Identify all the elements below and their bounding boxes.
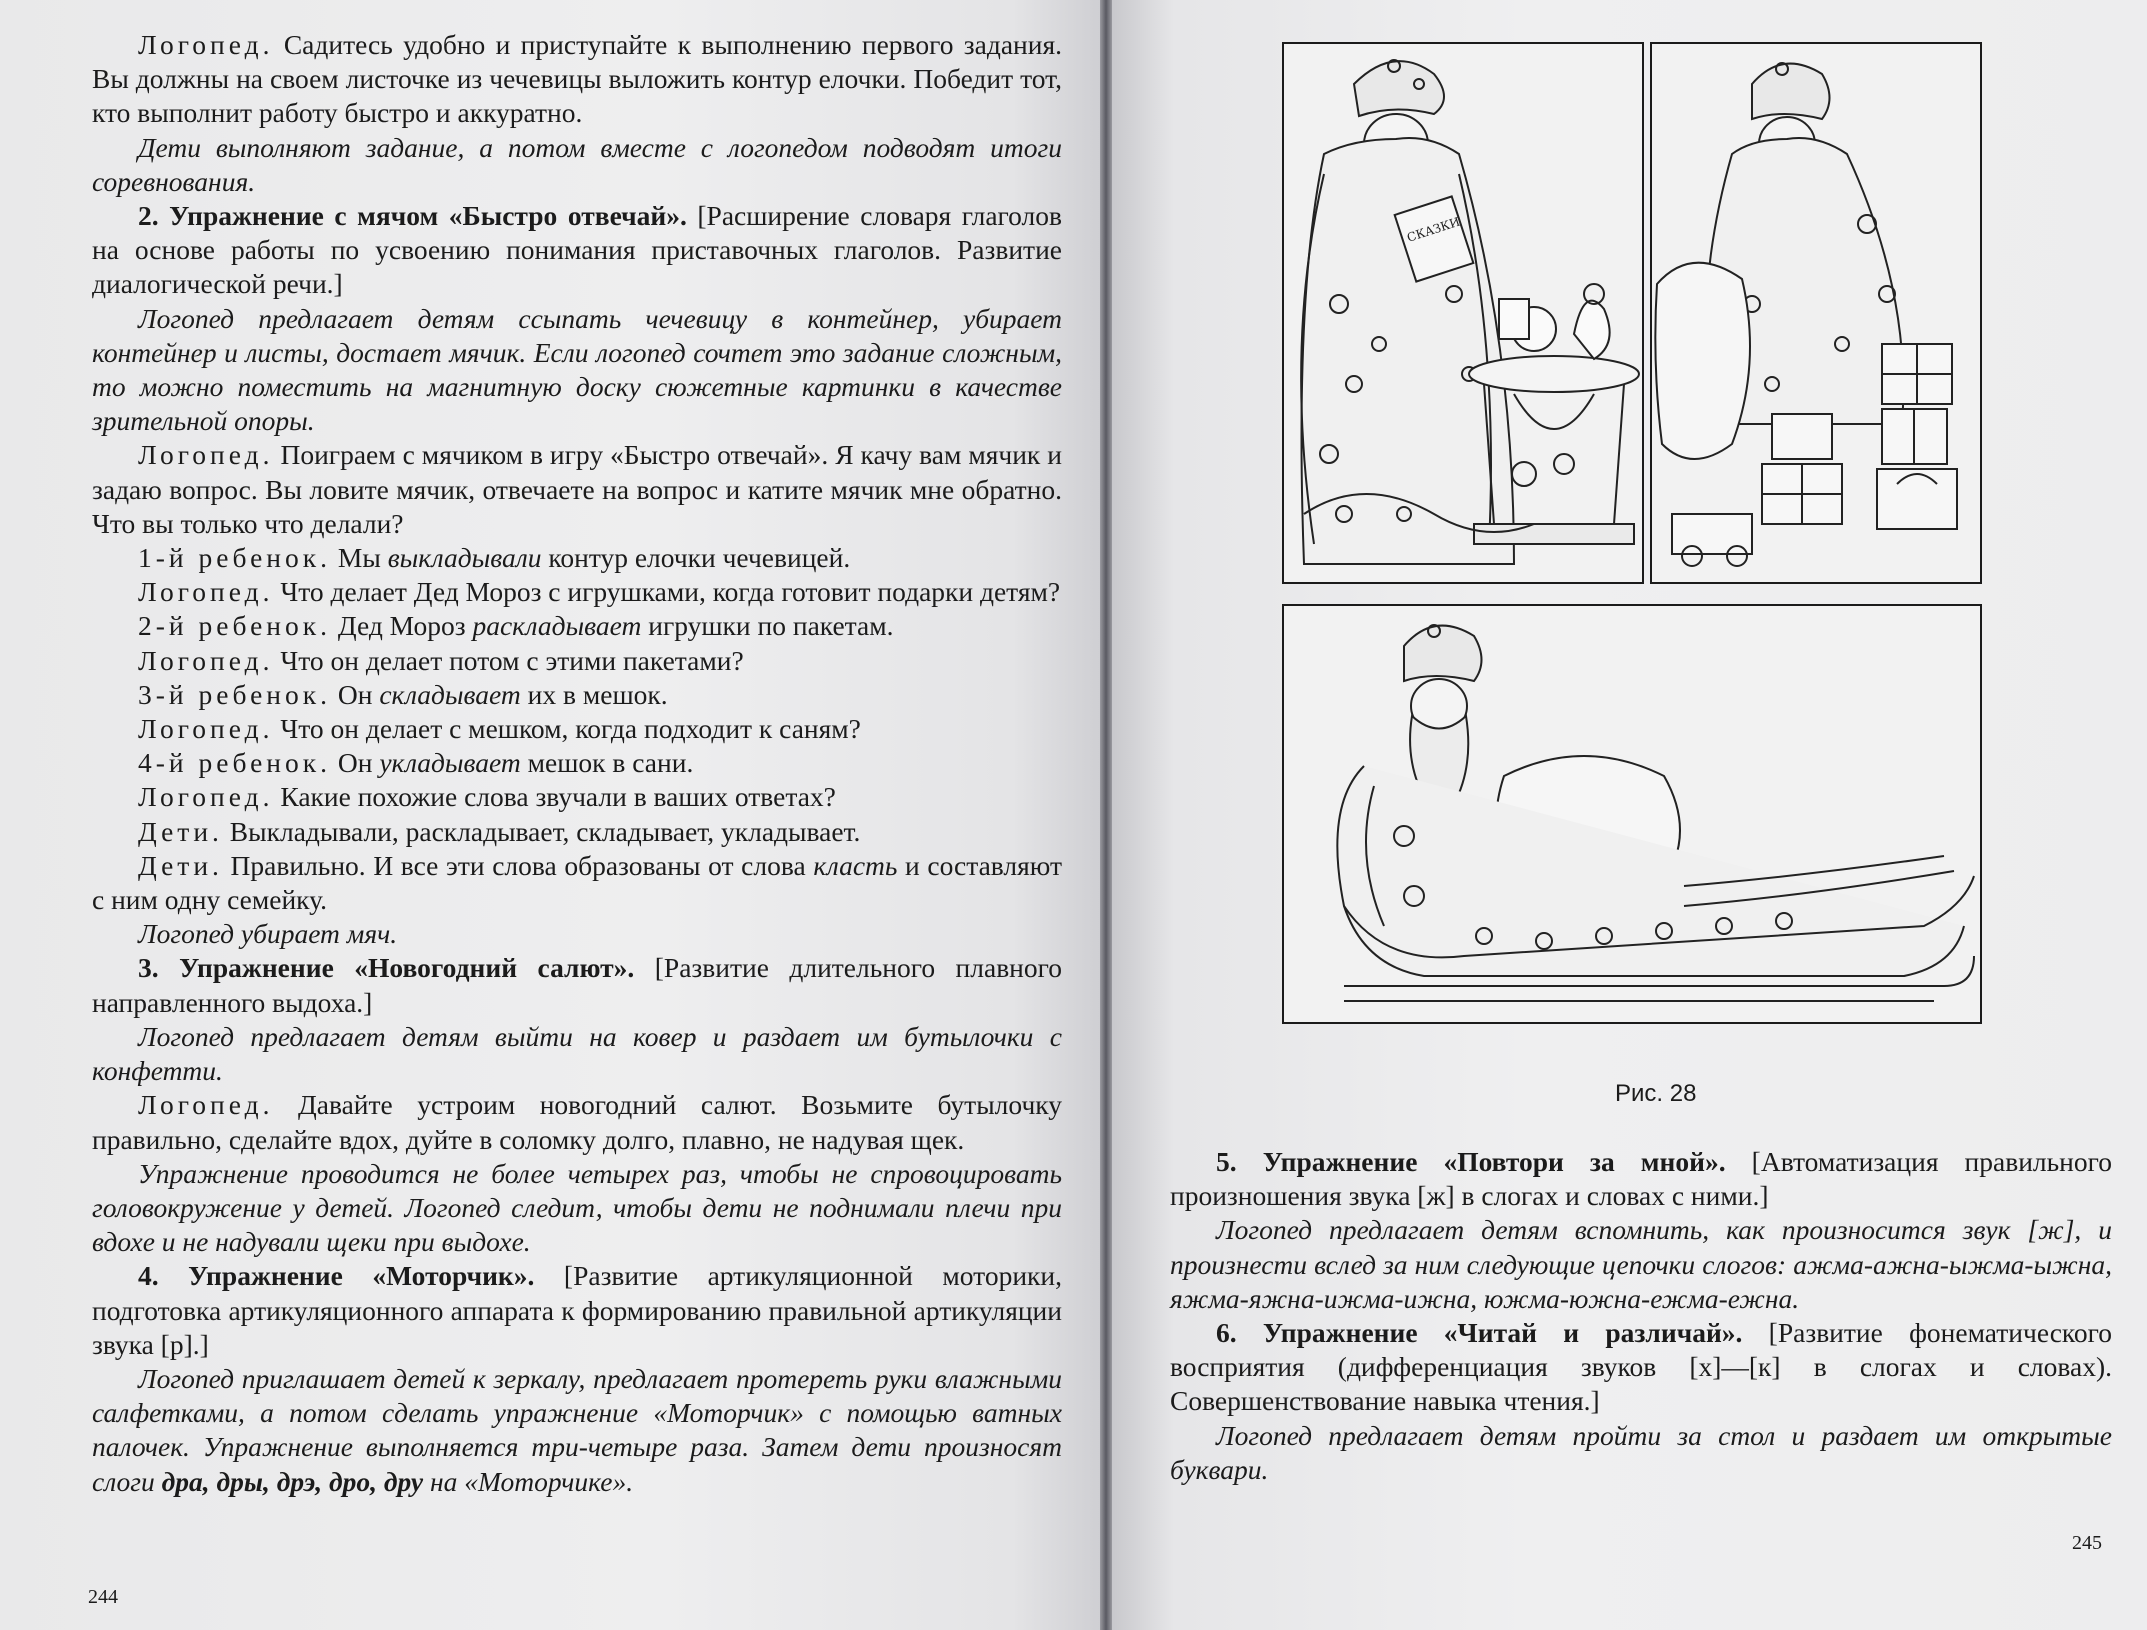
paragraph <box>92 302 1062 439</box>
exercise-heading: 5. Упражнение «Повтори за мной». <box>1216 1146 1726 1177</box>
paragraph-text: Он <box>331 747 380 779</box>
paragraph-text: [Развитие артикуляционной моторики, подготовка артикуляционного аппарата к формированию правильной артикуляции звука [р].] <box>92 1260 1062 1360</box>
paragraph <box>92 575 1062 609</box>
stage-direction: Логопед приглашает детей к зеркалу, предлагает протереть руки влажными салфетками, а потом сделать упражнение «Моторчик» с помощью ватных палочек. Упражнение выполняется три-четыре раза. Затем дети произносят слоги <box>92 1362 1062 1497</box>
paragraph-text: [Расширение словаря глаголов на основе работы по усвоению понимания приставочных глаголов. Развитие диалогической речи.] <box>92 200 1062 300</box>
paragraph <box>92 541 1062 575</box>
paragraph-text: Он <box>331 678 380 710</box>
paragraph-text: Мы <box>331 542 388 574</box>
emphasized-word: класть <box>813 849 898 881</box>
paragraph <box>92 644 1062 678</box>
emphasized-word: раскладывает <box>472 610 642 642</box>
paragraph-text: Дед Мороз <box>331 610 473 642</box>
left-page-text <box>92 28 1062 1499</box>
paragraph <box>1170 1145 2112 1213</box>
figure-caption: Рис. 28 <box>1615 1080 1697 1107</box>
speaker-label: 1-й ребенок. <box>138 542 331 574</box>
stage-direction: Логопед предлагает детям вспомнить, как произносится звук [ж], и произнести вслед за ним следующие цепочки слогов: ажма-ажна-ыжма-ыжна, яжма-яжна-ижма-ижна, южма-южна-ежма-ежна. <box>1170 1214 2112 1314</box>
paragraph-text: Садитесь удобно и приступайте к выполнению первого задания. Вы должны на своем листочке из чечевицы выложить контур елочки. Победит тот, кто выполнит работу быстро и аккуратно. <box>92 29 1062 129</box>
speaker-label: Логопед. <box>138 713 274 745</box>
santa-toys-drawing <box>1284 44 1642 582</box>
santa-sleigh-drawing <box>1284 606 1980 1022</box>
paragraph-text: Поиграем с мячиком в игру «Быстро отвечай». Я качу вам мячик и задаю вопрос. Вы ловите мячик, отвечаете на вопрос и катите мячик мне обратно. Что вы только что делали? <box>92 439 1062 539</box>
stage-direction: Логопед предлагает детям пройти за стол и раздает им открытые буквари. <box>1170 1419 2112 1485</box>
paragraph-text: Давайте устроим новогодний салют. Возьмите бутылочку правильно, сделайте вдох, дуйте в соломку долго, плавно, не надувая щек. <box>92 1089 1062 1155</box>
paragraph-text: игрушки по пакетам. <box>641 610 894 642</box>
paragraph <box>92 199 1062 302</box>
paragraph-text: Что он делает потом с этими пакетами? <box>273 644 744 676</box>
paragraph <box>92 28 1062 131</box>
speaker-label: Логопед. <box>138 1089 274 1121</box>
santa-gifts-drawing <box>1652 44 1980 582</box>
paragraph <box>92 438 1062 541</box>
stage-direction: Логопед предлагает детям ссыпать чечевицу в контейнер, убирает контейнер и листы, достает мячик. Если логопед сочтет это задание сложным, то можно поместить на магнитную доску сюжетные картинки в качестве зрительной опоры. <box>92 302 1062 437</box>
exercise-heading: 2. Упражнение с мячом «Быстро отвечай». <box>138 200 687 232</box>
paragraph <box>92 678 1062 712</box>
speaker-label: Логопед. <box>138 439 274 471</box>
speaker-label: Логопед. <box>138 781 274 813</box>
paragraph-text: и составляют с ним одну семейку. <box>92 849 1062 916</box>
speaker-label: Логопед. <box>138 644 274 676</box>
speaker-label: Дети. <box>138 815 223 847</box>
syllables-bold: дра, дры, дрэ, дро, дру <box>161 1465 424 1497</box>
speaker-label: 3-й ребенок. <box>138 678 331 710</box>
speaker-label: 2-й ребенок. <box>138 610 331 642</box>
paragraph <box>92 951 1062 1019</box>
svg-text:СКАЗКИ: СКАЗКИ <box>1405 214 1462 245</box>
paragraph-text: [Развитие длительного плавного направленного выдоха.] <box>92 952 1062 1018</box>
stage-direction: Логопед предлагает детям выйти на ковер и раздает им бутылочки с конфетти. <box>92 1020 1062 1087</box>
stage-direction: Упражнение проводится не более четырех раз, чтобы не спровоцировать головокружение у детей. Логопед следит, чтобы дети не поднимали плечи при вдохе и не надували щеки при выдохе. <box>92 1157 1062 1258</box>
paragraph-text: контур елочки чечевицей. <box>541 542 851 574</box>
emphasized-word: укладывает <box>379 747 521 779</box>
paragraph-text: Что делает Дед Мороз с игрушками, когда готовит подарки детям? <box>273 576 1061 608</box>
paragraph <box>1170 1316 2112 1419</box>
exercise-heading: 3. Упражнение «Новогодний салют». <box>138 952 635 984</box>
page-number-left: 244 <box>88 1586 118 1608</box>
paragraph <box>92 712 1062 746</box>
paragraph <box>92 131 1062 199</box>
page-number-right: 245 <box>2072 1532 2102 1554</box>
paragraph <box>92 815 1062 849</box>
illustration-santa-packing-gifts <box>1650 42 1982 584</box>
paragraph <box>92 1259 1062 1362</box>
paragraph-text: [Развитие фонематического восприятия (дифференциация звуков [х]—[к] в слогах и словах). Совершенствование навыка чтения.] <box>1170 1317 2112 1417</box>
exercise-heading: 6. Упражнение «Читай и различай». <box>1216 1317 1743 1349</box>
paragraph-text: Какие похожие слова звучали в ваших ответах? <box>273 781 836 813</box>
paragraph-text: мешок в сани. <box>520 747 694 779</box>
paragraph <box>92 780 1062 814</box>
right-page-text <box>1170 1145 2112 1487</box>
exercise-heading: 4. Упражнение «Моторчик». <box>138 1260 535 1292</box>
paragraph <box>92 917 1062 951</box>
paragraph-text: Правильно. И все эти слова образованы от слова <box>222 849 814 881</box>
paragraph <box>1170 1419 2112 1487</box>
speaker-label: Дети. <box>138 849 223 881</box>
paragraph <box>92 746 1062 780</box>
emphasized-word: складывает <box>379 678 521 710</box>
paragraph-text: [Автоматизация правильного произношения звука [ж] в слогах и словах с ними.] <box>1170 1146 2112 1212</box>
paragraph-text: Выкладывали, раскладывает, складывает, укладывает. <box>222 815 861 847</box>
paragraph <box>1170 1213 2112 1316</box>
paragraph-text: Что он делает с мешком, когда подходит к саням? <box>273 713 861 745</box>
speaker-label: Логопед. <box>138 29 274 60</box>
paragraph <box>92 849 1062 917</box>
illustration-santa-on-sleigh <box>1282 604 1982 1024</box>
paragraph <box>92 1157 1062 1260</box>
book-gutter <box>1100 0 1112 1630</box>
illustration-santa-with-toys <box>1282 42 1644 584</box>
paragraph <box>92 609 1062 643</box>
paragraph <box>92 1088 1062 1156</box>
stage-direction: на «Моторчике». <box>423 1465 634 1497</box>
paragraph <box>92 1362 1062 1499</box>
paragraph <box>92 1020 1062 1088</box>
paragraph-text: их в мешок. <box>520 678 668 710</box>
stage-direction: Логопед убирает мяч. <box>138 918 398 950</box>
emphasized-word: выкладывали <box>387 542 542 574</box>
stage-direction: Дети выполняют задание, а потом вместе с логопедом подводят итоги соревнования. <box>92 131 1062 197</box>
speaker-label: 4-й ребенок. <box>138 747 331 779</box>
speaker-label: Логопед. <box>138 576 274 608</box>
